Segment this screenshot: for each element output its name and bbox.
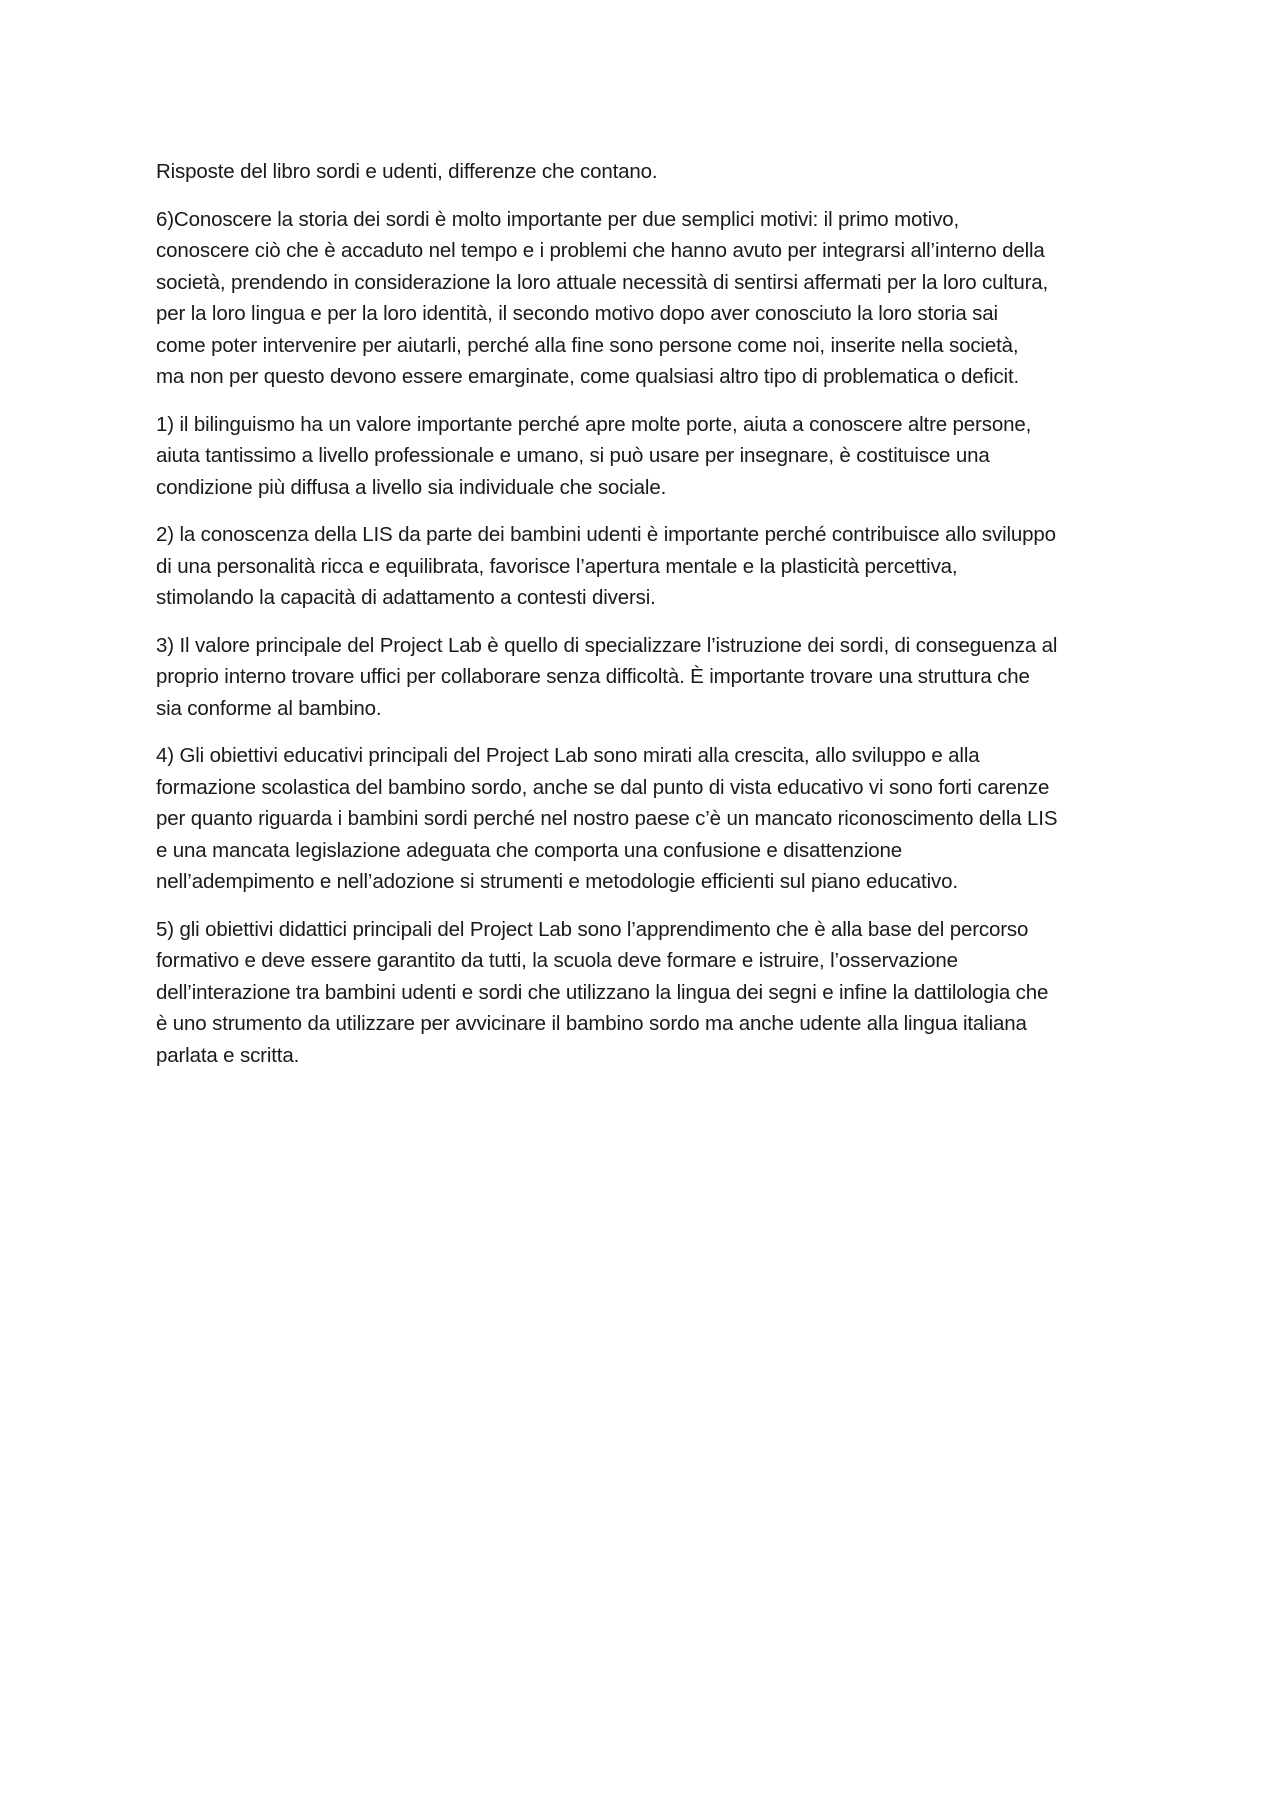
document-body [156,156,1136,1087]
paragraph-question-5: 5) gli obiettivi didattici principali del Project Lab sono l’apprendimento che è alla base del percorso formativo e deve essere garantito da tutti, la scuola deve formare e istruire, l’osservazione dell’interazione tra bambini udenti e sordi che utilizzano la lingua dei segni e infine la dattilologia che è uno strumento da utilizzare per avvicinare il bambino sordo ma anche udente alla lingua italiana parlata e scritta. [156,917,1049,1067]
paragraph-question-2: 2) la conoscenza della LIS da parte dei bambini udenti è importante perché contribuisce allo sviluppo di una personalità ricca e equilibrata, favorisce l’apertura mentale e la plasticità percettiva, stimolando la capacità di adattamento a contesti diversi. [156,523,1056,609]
paragraph-question-6: 6)Conoscere la storia dei sordi è molto importante per due semplici motivi: il primo motivo, conoscere ciò che è accaduto nel tempo e i problemi che hanno avuto per integrarsi all’interno della società, prendendo in considerazione la loro attuale necessità di sentirsi affermati per la loro cultura, per la loro lingua e per la loro identità, il secondo motivo dopo aver conosciuto la loro storia sai come poter intervenire per aiutarli, perché alla fine sono persone come noi, inserite nella società, ma non per questo devono essere emarginate, come qualsiasi altro tipo di problematica o deficit. [156,207,1049,388]
document-title: Risposte del libro sordi e udenti, differenze che contano. [156,160,658,183]
paragraph-question-1: 1) il bilinguismo ha un valore importante perché apre molte porte, aiuta a conoscere altre persone, aiuta tantissimo a livello professionale e umano, si può usare per insegnare, è costituisce una condizione più diffusa a livello sia individuale che sociale. [156,412,1032,499]
paragraph-question-4: 4) Gli obiettivi educativi principali del Project Lab sono mirati alla crescita, allo sviluppo e alla formazione scolastica del bambino sordo, anche se dal punto di vista educativo vi sono forti carenze per quanto riguarda i bambini sordi perché nel nostro paese c’è un mancato riconoscimento della LIS e una mancata legislazione adeguata che comporta una confusione e disattenzione nell’adempimento e nell’adozione si strumenti e metodologie efficienti sul piano educativo. [156,744,1058,893]
paragraph-question-3: 3) Il valore principale del Project Lab è quello di specializzare l’istruzione dei sordi, di conseguenza al proprio interno trovare uffici per collaborare senza difficoltà. È importante trovare una struttura che sia conforme al bambino. [156,633,1058,720]
